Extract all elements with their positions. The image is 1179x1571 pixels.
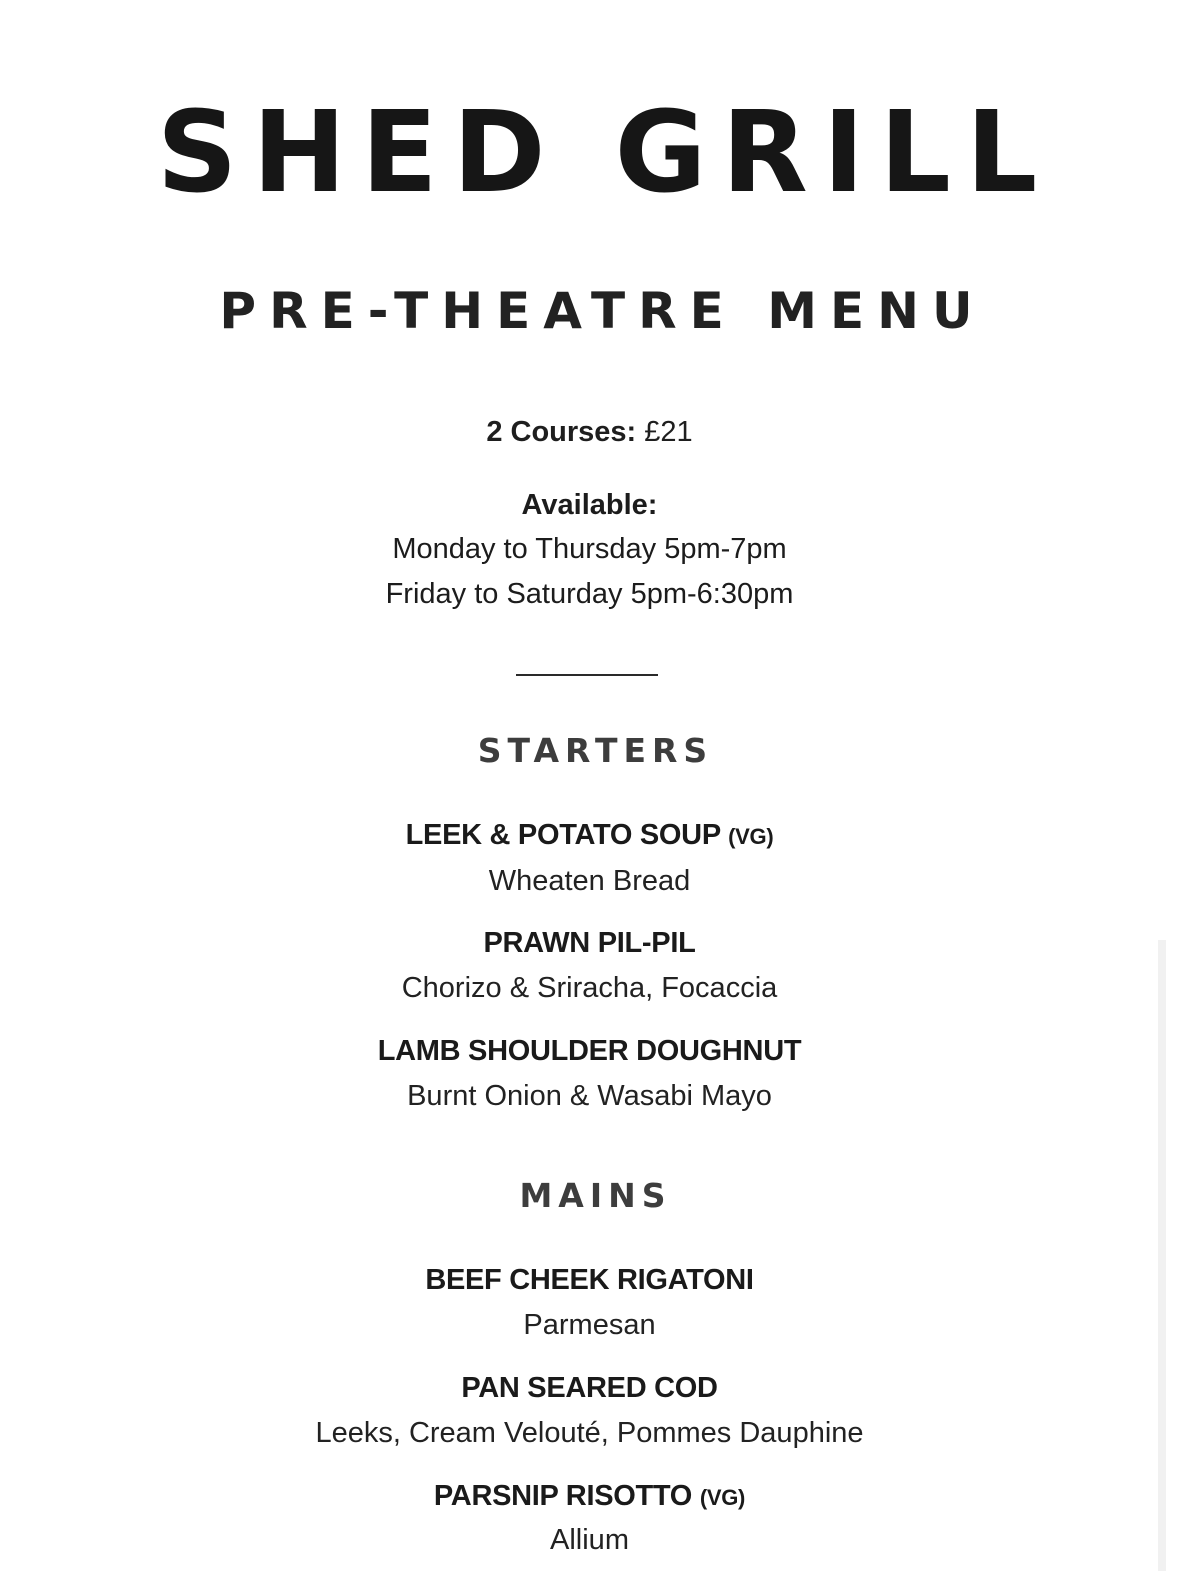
dish-description: Leeks, Cream Velouté, Pommes Dauphine bbox=[315, 1417, 864, 1449]
dish-name bbox=[0, 1479, 1179, 1515]
courses-price: £21 bbox=[644, 416, 693, 448]
vegan-tag: (VG) bbox=[728, 824, 774, 849]
price-line bbox=[0, 415, 1179, 449]
dish-title: LEEK & POTATO SOUP bbox=[405, 819, 721, 851]
vegan-tag: (VG) bbox=[699, 1485, 746, 1510]
mains-heading: MAINS bbox=[519, 1176, 672, 1215]
dish-name bbox=[0, 818, 1179, 854]
availability-weekday: Monday to Thursday 5pm-7pm bbox=[392, 533, 787, 565]
scrollbar-track[interactable] bbox=[1158, 940, 1166, 1571]
dish-title: BEEF CHEEK RIGATONI bbox=[425, 1264, 754, 1296]
dish-title: PAN SEARED COD bbox=[461, 1372, 718, 1404]
menu-title: PRE-THEATRE MENU bbox=[219, 282, 986, 340]
dish-name bbox=[0, 1371, 1179, 1405]
dish-name bbox=[0, 926, 1179, 960]
dish-description: Chorizo & Sriracha, Focaccia bbox=[401, 972, 778, 1004]
dish-description: Allium bbox=[550, 1524, 629, 1556]
dish-title: PRAWN PIL-PIL bbox=[483, 927, 696, 959]
availability-label: Available: bbox=[521, 489, 658, 521]
starters-heading: STARTERS bbox=[477, 731, 714, 770]
dish-description: Wheaten Bread bbox=[488, 865, 691, 897]
dish-name bbox=[0, 1263, 1179, 1297]
dish-title: PARSNIP RISOTTO bbox=[433, 1480, 693, 1512]
availability-weekend: Friday to Saturday 5pm-6:30pm bbox=[385, 578, 794, 610]
courses-label: 2 Courses: bbox=[486, 416, 637, 448]
dish-description: Parmesan bbox=[523, 1309, 656, 1341]
section-divider bbox=[516, 674, 658, 676]
dish-name bbox=[0, 1034, 1179, 1068]
restaurant-name: SHED GRILL bbox=[156, 88, 1053, 218]
dish-title: LAMB SHOULDER DOUGHNUT bbox=[377, 1035, 802, 1067]
dish-description: Burnt Onion & Wasabi Mayo bbox=[407, 1080, 772, 1112]
